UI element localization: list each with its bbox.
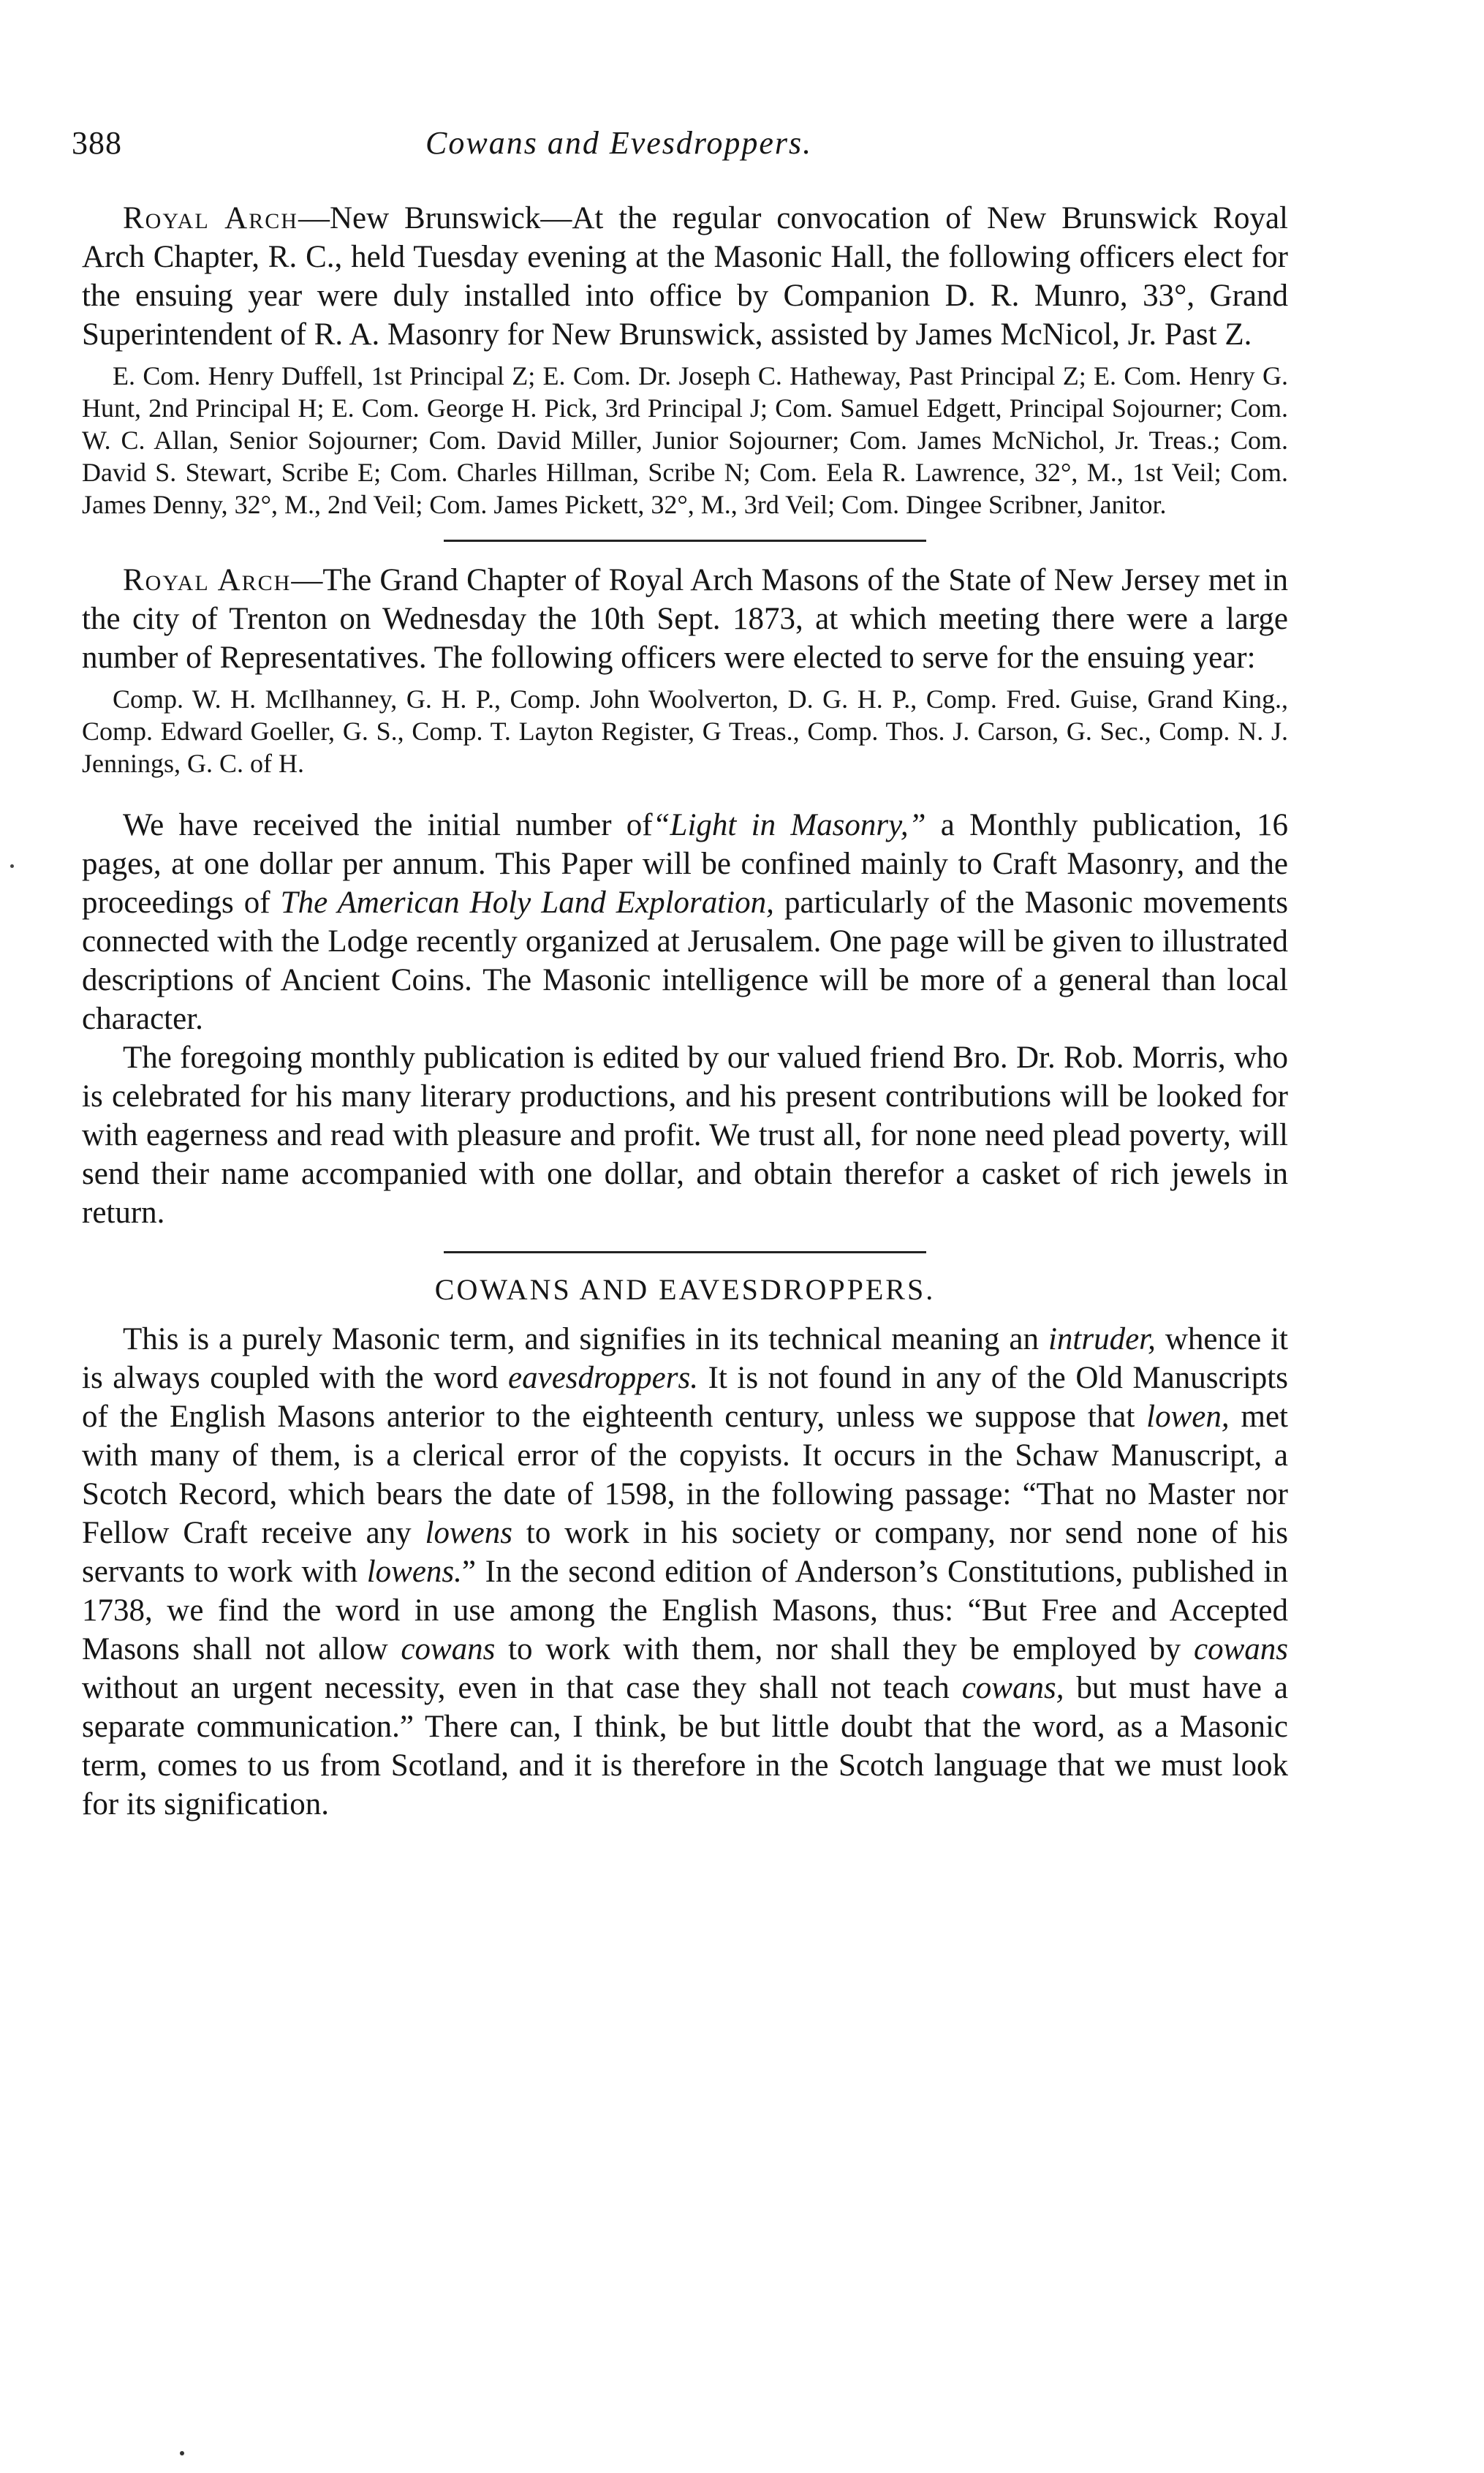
article-paragraph	[82, 1320, 1288, 1824]
article-text: This is a purely Masonic term, and signifies in its technical meaning an	[123, 1322, 1048, 1356]
section-heading: COWANS AND EAVESDROPPERS.	[434, 1273, 936, 1306]
article-text: to work with them, nor shall they be employed by	[495, 1632, 1194, 1666]
article-text: met with many of them, is a clerical error of the copyists. It occurs in the Schaw Manuscript, a Scotch Record, which bears the date of 1598, in the following passage: “That no Master nor Fellow Craft receive any	[82, 1400, 1288, 1550]
item-lead: Royal Arch	[123, 201, 298, 235]
notice-editor-paragraph: The foregoing monthly publication is edited by our valued friend Bro. Dr. Rob. Morris, who is celebrated for his many literary productions, and his present contributions will be looked for with eagerness and read with pleasure and profit. We trust all, for none need plead poverty, will send their name accompanied with one dollar, and obtain therefor a casket of rich jewels in return.	[82, 1041, 1288, 1230]
item-text: —The Grand Chapter of Royal Arch Masons of the State of New Jersey met in the city of Trenton on Wednesday the 10th Sept. 1873, at which meeting there were a large number of Representatives. The following officers were elected to serve for the ensuing year:	[82, 563, 1289, 675]
emphasis: eavesdroppers.	[508, 1361, 698, 1395]
spacer	[82, 779, 1288, 806]
emphasis: lowens.	[366, 1555, 462, 1589]
running-title: Cowans and Evesdroppers.	[425, 125, 813, 161]
publication-title: The American Holy Land Exploration,	[280, 886, 774, 920]
section-rule	[444, 1251, 926, 1253]
emphasis: lowens	[425, 1516, 512, 1550]
item-royal-arch-new-jersey	[82, 561, 1288, 677]
article-text: to work in his society or company, nor send none of his servants to work with	[82, 1516, 1288, 1589]
emphasis: cowans	[401, 1632, 496, 1666]
article-text: whence it is always coupled with the word	[82, 1322, 1289, 1395]
print-mark	[180, 2451, 184, 2455]
notice-light-in-masonry	[82, 806, 1288, 1038]
article-text: without an urgent necessity, even in that case they shall not teach	[82, 1671, 962, 1705]
emphasis: cowans	[1194, 1632, 1288, 1666]
emphasis: cowans,	[961, 1671, 1064, 1705]
article-text: but must have a separate communication.” There can, I think, be but little doubt that the word, as a Masonic term, comes to us from Scotland, and it is therefore in the Scotch language that we must look for its signification.	[82, 1671, 1288, 1821]
page-number: 388	[72, 125, 122, 161]
emphasis: lowen,	[1146, 1400, 1230, 1434]
article-text: ” In the second edition of Anderson’s Constitutions, published in 1738, we find the word in use among the English Masons, thus: “But Free and Accepted Masons shall not allow	[82, 1555, 1289, 1666]
item-royal-arch-new-brunswick	[82, 199, 1288, 354]
item-lead: Royal Arch	[123, 563, 292, 597]
publication-title: “Light in Masonry,”	[652, 808, 926, 842]
section-rule	[444, 540, 926, 542]
notice-text: a Monthly publication, 16 pages, at one dollar per annum. This Paper will be confined mainly to Craft Masonry, and the proceedings of	[82, 808, 1289, 920]
officer-list: E. Com. Henry Duffell, 1st Principal Z; E. Com. Dr. Joseph C. Hatheway, Past Principal Z; E. Com. Henry G. Hunt, 2nd Principal H; E. Com. George H. Pick, 3rd Principal J; Com. Samuel Edgett, Principal Sojourner; Com. W. C. Allan, Senior Sojourner; Com. David Miller, Junior Sojourner; Com. James McNichol, Jr. Treas.; Com. David S. Stewart, Scribe E; Com. Charles Hillman, Scribe N; Com. Eela R. Lawrence, 32°, M., 1st Veil; Com. James Denny, 32°, M., 2nd Veil; Com. James Pickett, 32°, M., 3rd Veil; Com. Dingee Scribner, Janitor.	[82, 361, 1288, 519]
emphasis: intruder,	[1048, 1322, 1156, 1356]
document-page	[72, 124, 1289, 1824]
running-head	[72, 124, 1288, 175]
article-text: It is not found in any of the Old Manuscripts of the English Masons anterior to the eighteenth century, unless we suppose that	[82, 1361, 1288, 1434]
margin-mark	[10, 864, 14, 868]
officer-list: Comp. W. H. McIlhanney, G. H. P., Comp. John Woolverton, D. G. H. P., Comp. Fred. Guise, Grand King., Comp. Edward Goeller, G. S., Comp. T. Layton Register, G Treas., Comp. Thos. J. Carson, G. Sec., Comp. N. J. Jennings, G. C. of H.	[82, 684, 1288, 778]
notice-text: We have received the initial number of	[123, 808, 653, 842]
item-text: —New Brunswick—At the regular convocation of New Brunswick Royal Arch Chapter, R. C., held Tuesday evening at the Masonic Hall, the following officers elect for the ensuing year were duly installed into office by Companion D. R. Munro, 33°, Grand Superintendent of R. A. Masonry for New Brunswick, assisted by James McNicol, Jr. Past Z.	[82, 201, 1289, 352]
notice-text: particularly of the Masonic movements connected with the Lodge recently organized at Jerusalem. One page will be given to illustrated descriptions of Ancient Coins. The Masonic intelligence will be more of a general than local character.	[82, 886, 1288, 1036]
